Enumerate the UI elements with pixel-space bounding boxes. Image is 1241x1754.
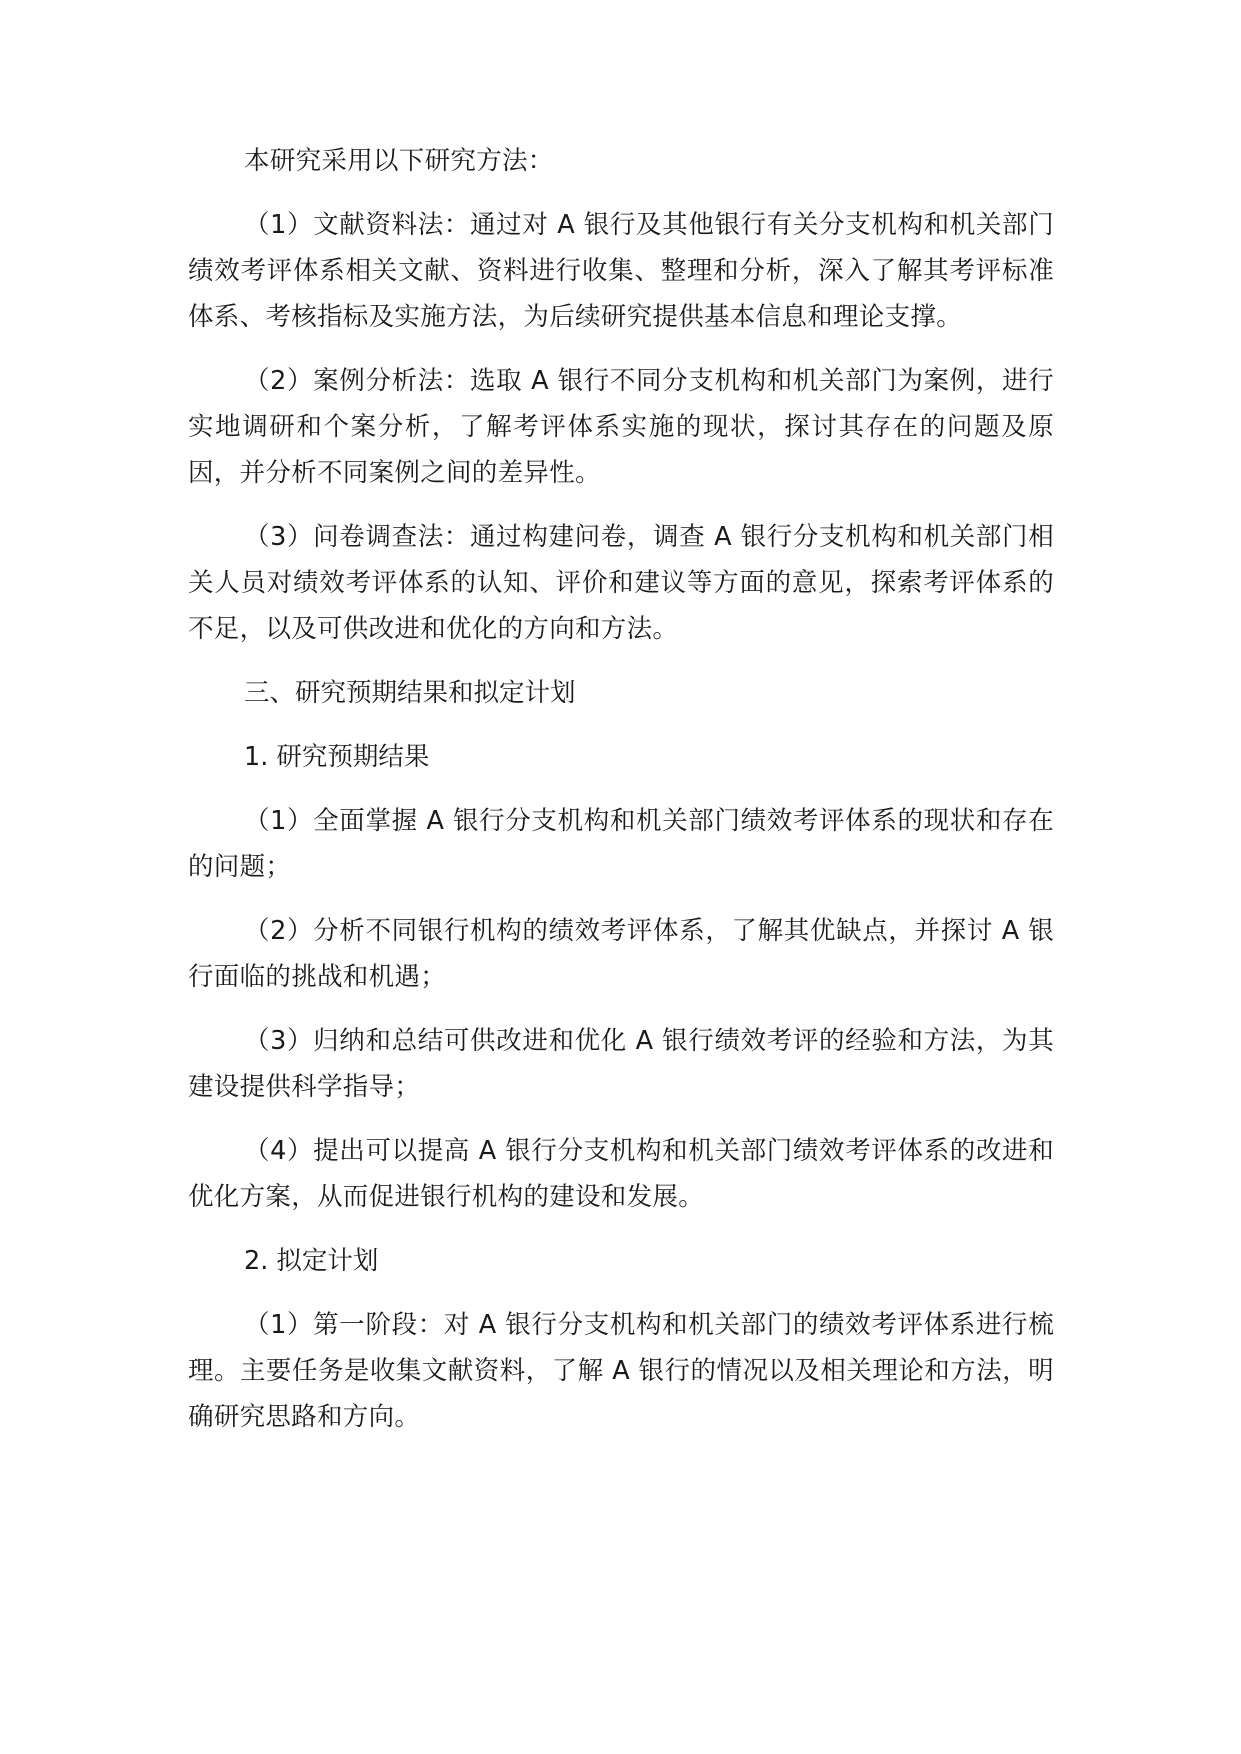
expected-result-3-paragraph: （3）归纳和总结可供改进和优化 A 银行绩效考评的经验和方法，为其建设提供科学指导；	[188, 1026, 1054, 1102]
section-heading-expected-results-plan: 三、研究预期结果和拟定计划	[244, 678, 576, 708]
expected-result-1-paragraph: （1）全面掌握 A 银行分支机构和机关部门绩效考评体系的现状和存在的问题；	[188, 806, 1054, 882]
intro-paragraph: 本研究采用以下研究方法：	[244, 146, 554, 176]
expected-result-4-paragraph: （4）提出可以提高 A 银行分支机构和机关部门绩效考评体系的改进和优化方案，从而促进银行机构的建设和发展。	[188, 1136, 1054, 1212]
method-case-paragraph: （2）案例分析法：选取 A 银行不同分支机构和机关部门为案例，进行实地调研和个案分析，了解考评体系实施的现状，探讨其存在的问题及原因，并分析不同案例之间的差异性。	[188, 366, 1054, 488]
subsection-heading-expected-results: 1. 研究预期结果	[244, 742, 430, 772]
subsection-heading-plan: 2. 拟定计划	[244, 1246, 379, 1276]
method-literature-paragraph: （1）文献资料法：通过对 A 银行及其他银行有关分支机构和机关部门绩效考评体系相关文献、资料进行收集、整理和分析，深入了解其考评标准体系、考核指标及实施方法，为后续研究提供基本信息和理论支撑。	[188, 210, 1054, 332]
method-survey-paragraph: （3）问卷调查法：通过构建问卷，调查 A 银行分支机构和机关部门相关人员对绩效考评体系的认知、评价和建议等方面的意见，探索考评体系的不足，以及可供改进和优化的方向和方法。	[188, 522, 1054, 644]
document-page	[188, 138, 1054, 1458]
plan-stage-1-paragraph: （1）第一阶段：对 A 银行分支机构和机关部门的绩效考评体系进行梳理。主要任务是收集文献资料，了解 A 银行的情况以及相关理论和方法，明确研究思路和方向。	[188, 1310, 1054, 1432]
expected-result-2-paragraph: （2）分析不同银行机构的绩效考评体系，了解其优缺点，并探讨 A 银行面临的挑战和机遇；	[188, 916, 1054, 992]
